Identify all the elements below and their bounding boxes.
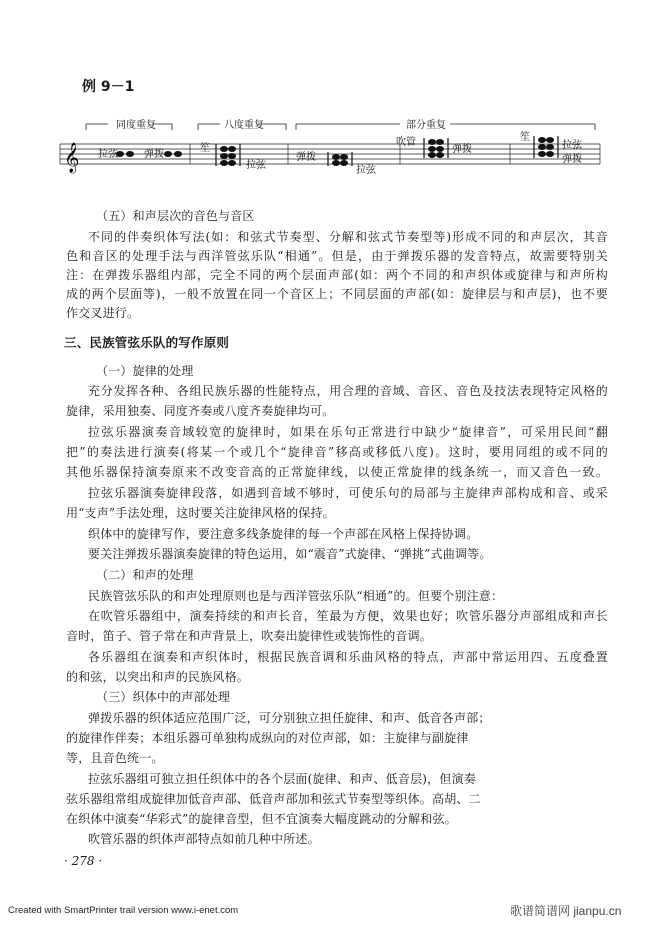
text-line: 弹拨乐器的织体适应范围广泛，可分别独立担任旋律、和声、低音各声部； — [88, 711, 491, 725]
text-line: 不同的伴奏织体写法(如：和弦式节奏型、分解和弦式节奏型等)形成不同的和声层次，其音 — [88, 230, 608, 244]
instrument-label: 拉弦 — [98, 149, 118, 160]
music-example — [60, 100, 600, 220]
subheading: （一）旋律的处理 — [96, 364, 194, 378]
text-line: 音时，笛子、管子常在和声背景上，吹奏出旋律性或装饰性的音调。 — [66, 629, 433, 643]
treble-clef-icon: 𝄞 — [64, 143, 80, 173]
instrument-label: 弹拨 — [452, 144, 472, 155]
instrument-label: 吹管 — [396, 137, 416, 148]
text-line: 充分发挥各种、各组民族乐器的性能特点，用合理的音域、音区、音色及技法表现特定风格的 — [88, 384, 608, 398]
note-stems — [216, 136, 558, 166]
text-line: 织体中的旋律写作，要注意多线条旋律的每一个声部在风格上保持协调。 — [88, 527, 479, 541]
noteheads — [116, 137, 554, 166]
instrument-label: 笙 — [520, 132, 530, 143]
instrument-label: 拉弦 — [356, 165, 376, 176]
site-watermark: 歌谱简谱网 jianpu.cn — [510, 904, 622, 918]
text-line: 其他乐器保持演奏原来不改变音高的正常旋律线，以使正常旋律的线条统一，而又音色一致。 — [66, 465, 608, 479]
text-line: 在织体中演奏“华彩式”的旋律音型，但不宜演奏大幅度跳动的分解和弦。 — [66, 812, 457, 826]
instrument-label: 弹拨 — [562, 154, 582, 165]
text-line: 拉弦乐器组可独立担任织体中的各个层面(旋律、和声、低音层)，但演奏 — [88, 772, 476, 786]
instrument-label: 拉弦 — [562, 140, 582, 151]
text-line: 的和弦，以突出和声的民族风格。 — [66, 670, 250, 684]
bracket-lines — [86, 124, 595, 130]
text-line: 在吹管乐器组中，演奏持续的和声长音，笙最为方便，效果也好；吹管乐器分声部组成和声长 — [88, 609, 608, 623]
bracket-label: 部分重复 — [406, 120, 446, 131]
text-line: 拉弦乐器演奏旋律段落，如遇到音域不够时，可使乐句的局部与主旋律声部构成和音、或采 — [88, 486, 608, 500]
subheading: （五）和声层次的音色与音区 — [96, 209, 255, 223]
text-line: 民族管弦乐队的和声处理原则也是与西洋管弦乐队“相通”的。但要个别注意： — [88, 589, 504, 603]
instrument-label: 弹拨 — [144, 149, 164, 160]
section-heading: 三、民族管弦乐队的写作原则 — [64, 335, 230, 350]
text-line: 旋律，采用独奏、同度齐奏或八度齐奏旋律均可。 — [66, 404, 335, 418]
text-line: 把”的奏法进行演奏(将某一个或几个“旋律音”移高或移低八度)。这时，要用同组的或不同的 — [66, 445, 608, 459]
text-line: 色和音区的处理手法与西洋管弦乐队“相通”。但是，由于弹拨乐器的发音特点，故需要特别关 — [66, 249, 608, 263]
instrument-label: 笙 — [200, 143, 210, 154]
text-line: 成的两个层面等)，一般不放置在同一个音区上；不同层面的声部(如：旋律层与和声层)，也不要 — [66, 287, 608, 301]
page-number: · 278 · — [64, 854, 103, 868]
text-line: 拉弦乐器演奏音域较宽的旋律时，如果在乐句正常进行中缺少“旋律音”，可采用民间“翻 — [88, 425, 608, 439]
text-line: 的旋律作伴奏；本组乐器可单独构成纵向的对位声部，如：主旋律与副旋律 — [66, 731, 469, 745]
text-line: 作交叉进行。 — [66, 306, 140, 320]
subheading: （二）和声的处理 — [96, 568, 194, 582]
score-svg — [60, 100, 600, 220]
subheading: （三）织体中的声部处理 — [96, 690, 231, 704]
text-line: 要关注弹拨乐器演奏旋律的特色运用，如“震音”式旋律、“弹挑”式曲调等。 — [88, 547, 492, 561]
instrument-label: 拉弦 — [246, 160, 266, 171]
text-line: 各乐器组在演奏和声织体时，根据民族音调和乐曲风格的特点，声部中常运用四、五度叠置 — [88, 650, 608, 664]
text-line: 等，且音色统一。 — [66, 751, 164, 765]
bracket-label: 八度重复 — [224, 120, 264, 131]
text-line: 吹管乐器的织体声部特点如前几种中所述。 — [88, 832, 320, 846]
watermark-footer: Created with SmartPrinter trail version www.i-enet.com — [8, 905, 239, 916]
instrument-label: 弹拨 — [296, 152, 316, 163]
text-line: 弦乐器组常组成旋律加低音声部、低音声部加和弦式节奏型等织体。高胡、二 — [66, 792, 481, 806]
text-line: 用“支声”手法处理，这时要关注旋律风格的保持。 — [66, 506, 335, 520]
bracket-label: 同度重复 — [116, 120, 156, 131]
text-line: 注：在弹拨乐器组内部，完全不同的两个层面声部(如：两个不同的和声织体或旋律与和声所构 — [66, 268, 608, 282]
example-label: 例 9－1 — [82, 79, 135, 95]
staff — [60, 144, 600, 164]
